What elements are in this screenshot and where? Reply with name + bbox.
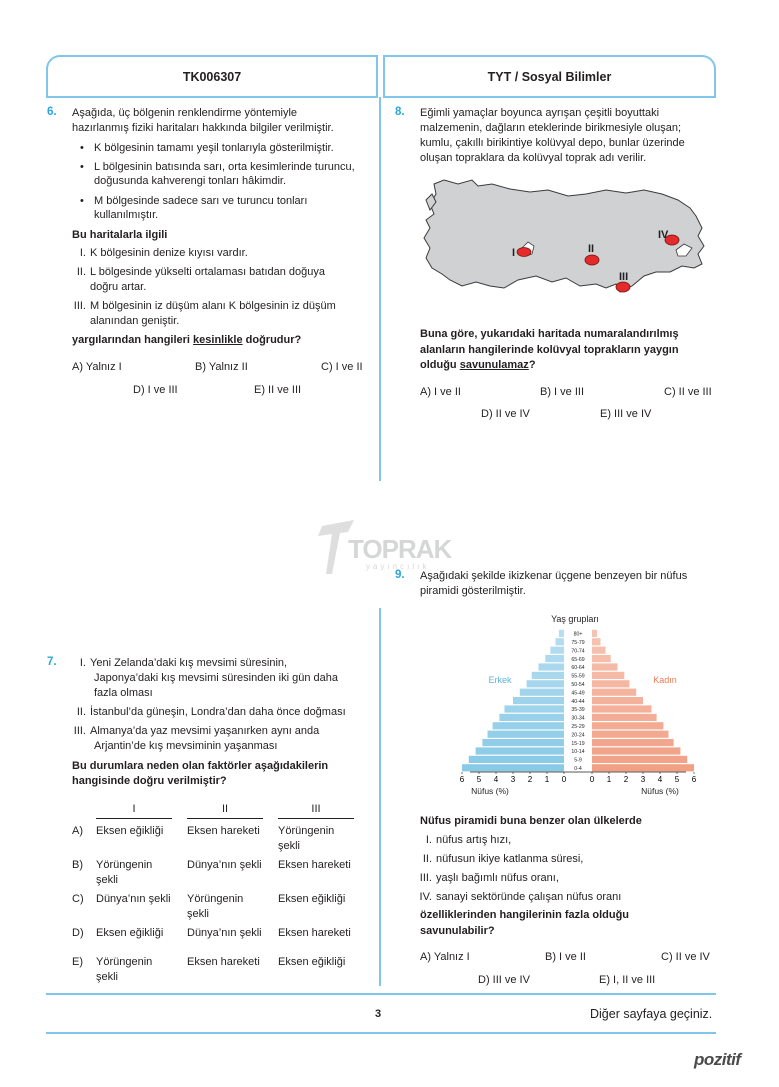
q6-statement: III. M bölgesinin iz düşüm alanı K bölgesinin iz düşüm [73,300,336,312]
x-tick-left: 6 [460,775,465,784]
table-cell: Dünya’nın şekli [187,859,262,871]
q9-text: piramidi gösterilmiştir. [420,585,526,597]
table-cell: Yörüngenin şekli [278,825,335,852]
q8-text: Eğimli yamaçlar boyunca ayrışan çeşitli boyuttaki [420,107,660,119]
chart-title: Yaş grupları [551,614,599,624]
age-group-label: 55-59 [571,673,585,680]
option-a[interactable]: A) I ve II [420,386,461,398]
q7-question: hangisinde doğru verilmiştir? [72,775,227,787]
table-col-header: II [221,803,229,815]
bar-erkek [482,739,564,746]
footer-rule-bottom [46,1032,716,1034]
x-tick-left: 2 [527,775,533,784]
table-header-rule [96,818,172,819]
option-d[interactable]: D) I ve III [133,384,178,396]
x-tick-left: 3 [510,775,516,784]
bar-erkek [476,747,564,754]
legend-kadin: Kadın [653,675,677,685]
bar-kadin [592,756,687,763]
map-label-ii: II [588,243,595,255]
bar-kadin [592,630,597,637]
bar-kadin [592,705,652,712]
watermark-sub: yayıncılık [366,562,430,571]
bar-erkek [550,647,564,654]
option-c[interactable]: C) [72,893,84,905]
q7-question: Bu durumlara neden olan faktörler aşağıdakilerin [72,760,329,772]
q8-question: olduğu savunulamaz? [420,359,536,371]
x-tick-left: 0 [561,775,567,784]
bar-kadin [592,680,629,687]
table-cell: Eksen eğikliği [96,927,164,939]
x-label-left: Nüfus (%) [471,786,509,796]
age-group-label: 0-4 [574,766,582,772]
bar-erkek [520,689,564,696]
legend-erkek: Erkek [488,675,512,685]
age-group-label: 25-29 [571,724,585,730]
q6-statement: II. L bölgesinde yükselti ortalaması batıdan doğuya [76,266,326,278]
bar-kadin [592,764,694,771]
header-divider-left [46,96,378,98]
bar-erkek [462,764,564,771]
page-number: 3 [375,1008,382,1020]
population-pyramid [460,610,700,800]
option-c[interactable]: C) II ve III [664,386,712,398]
bar-erkek [499,714,564,721]
option-e[interactable]: E) [72,956,83,968]
age-group-label: 45-49 [571,690,585,697]
x-tick-right: 4 [657,775,663,784]
q7-statement: III. Almanya’da yaz mevsimi yaşanırken aynı anda [73,725,320,737]
q8-question: alanların hangilerinde kolüvyal toprakların yaygın [420,344,679,356]
age-group-label: 10-14 [571,749,585,756]
table-cell: Yörüngenin şekli [187,893,244,920]
q7-statement-cont: Japonya’daki kış mevsimi süresinden iki gün daha [94,672,338,684]
x-tick-right: 0 [589,775,595,784]
x-tick-right: 6 [691,775,697,784]
option-d[interactable]: D) III ve IV [478,974,530,986]
q8-text: kumlu, çakıllı birikintiye kolüvyal depo, bunlar üzerinde [420,137,685,149]
next-page-note: Diğer sayfaya geçiniz. [590,1007,713,1021]
bar-erkek [559,630,564,637]
option-b[interactable]: B) Yalnız II [195,361,248,373]
q7-statement: I. Yeni Zelanda’daki kış mevsimi süresinin, [79,657,288,669]
turkey-map [420,176,710,301]
bar-kadin [592,739,674,746]
question-number: 8. [395,106,405,118]
q6-bullet-cont: doğusunda kahverengi tonları hâkimdir. [94,175,287,187]
x-tick-left: 1 [544,775,550,784]
q6-lead: Bu haritalarla ilgili [72,229,168,241]
option-c[interactable]: C) II ve IV [661,951,710,963]
bar-kadin [592,655,611,662]
option-b[interactable]: B) I ve II [545,951,586,963]
map-label-iv: IV [658,229,669,241]
table-header-rule [278,818,354,819]
q6-statement-cont: doğru artar. [90,281,147,293]
age-group-label: 75-79 [571,640,585,646]
option-e[interactable]: E) II ve III [254,384,302,396]
option-b[interactable]: B) I ve III [540,386,585,398]
option-a[interactable]: A) [72,825,83,837]
age-group-label: 50-54 [571,682,585,688]
q6-statement: I. K bölgesinin denize kıyısı vardır. [79,247,248,259]
column-divider-bottom [379,608,381,986]
table-cell: Eksen hareketi [278,859,351,871]
bar-erkek [488,731,565,738]
age-group-label: 60-64 [571,665,585,672]
table-cell: Dünya’nın şekli [96,893,171,905]
option-d[interactable]: D) II ve IV [481,408,530,420]
bar-kadin [592,689,636,696]
age-group-label: 5-9 [574,757,582,764]
option-e[interactable]: E) III ve IV [600,408,652,420]
age-group-label: 80+ [573,631,583,638]
q9-question: savunulabilir? [420,925,495,937]
q8-text: malzemenin, dağların eteklerinde birikmesiyle oluşan; [420,122,682,134]
q8-question: Buna göre, yukarıdaki haritada numaralandırılmış [420,328,679,340]
table-cell: Eksen eğikliği [96,825,164,837]
map-label-iii: III [619,271,629,283]
table-cell: Yörüngenin şekli [96,956,153,983]
age-group-label: 70-74 [571,648,585,655]
bar-erkek [527,680,564,687]
table-col-header: I [132,803,136,815]
x-tick-right: 3 [640,775,646,784]
x-tick-left: 5 [476,775,482,784]
bar-erkek [493,722,564,729]
table-cell: Eksen hareketi [278,927,351,939]
q6-bullet-cont: kullanılmıştır. [94,209,159,221]
q6-intro: hazırlanmış fiziki haritaları hakkında bilgiler verilmiştir. [72,122,334,134]
bar-kadin [592,714,657,721]
q7-statement-cont: Arjantin’de kış mevsiminin yaşanması [94,740,278,752]
q6-bullet: • L bölgesinin batısında sarı, orta kesimlerinde turuncu, [80,160,355,175]
age-group-label: 40-44 [571,698,585,705]
q7-statement-cont: fazla olması [94,687,153,699]
q9-statement: I. nüfus artış hızı, [425,834,512,846]
table-cell: Eksen hareketi [187,956,260,968]
q9-question: özelliklerinden hangilerinin fazla olduğu [420,909,630,921]
map-marker-iii [616,282,630,292]
brand-logo: pozitif [694,1050,741,1069]
question-number: 9. [395,569,405,581]
table-cell: Eksen eğikliği [278,893,346,905]
bar-erkek [513,697,564,704]
q9-text: Aşağıdaki şekilde ikizkenar üçgene benzeyen bir nüfus [420,570,688,582]
q6-question: yargılarından hangileri kesinlikle doğrudur? [72,334,302,346]
table-cell: Eksen eğikliği [278,956,346,968]
age-group-label: 35-39 [571,707,585,714]
q6-bullet: • M bölgesinde sadece sarı ve turuncu tonları [80,194,307,209]
x-tick-left: 4 [493,775,499,784]
x-tick-right: 2 [623,775,629,784]
x-tick-right: 5 [674,775,680,784]
map-marker-ii [585,255,599,265]
map-marker-i [517,248,531,257]
age-group-label: 30-34 [571,715,585,722]
q8-text: oluşan topraklara da kolüvyal toprak adı verilir. [420,152,647,164]
q9-statement: III. yaşlı bağımlı nüfus oranı, [419,872,559,884]
bar-kadin [592,672,624,679]
q6-intro: Aşağıda, üç bölgenin renklendirme yöntemiyle [72,107,298,119]
question-number: 6. [47,106,57,118]
column-divider-top [379,97,381,481]
table-header-rule [187,818,263,819]
q9-statement: II. nüfusun ikiye katlanma süresi, [422,853,584,865]
booklet-code: TK006307 [46,55,378,97]
option-e[interactable]: E) I, II ve III [599,974,656,986]
q6-statement-cont: alanından geniştir. [90,315,180,327]
bar-kadin [592,747,680,754]
map-label-i: I [512,247,516,259]
bar-kadin [592,663,618,670]
watermark-name: TOPRAK [348,534,452,564]
test-title: TYT / Sosyal Bilimler [383,55,716,97]
x-label-right: Nüfus (%) [641,786,679,796]
q9-question: Nüfus piramidi buna benzer olan ülkelerde [420,815,642,827]
x-tick-right: 1 [606,775,612,784]
bar-kadin [592,647,606,654]
bar-kadin [592,697,643,704]
age-group-label: 65-69 [571,656,585,663]
bar-kadin [592,638,601,645]
header-divider-right [383,96,716,98]
age-group-label: 20-24 [571,732,585,739]
age-group-label: 15-19 [571,740,585,747]
bar-erkek [556,638,565,645]
bar-erkek [469,756,564,763]
table-cell: Yörüngenin şekli [96,859,153,886]
table-cell: Eksen hareketi [187,825,260,837]
bar-kadin [592,722,663,729]
question-number: 7. [47,656,57,668]
bar-erkek [545,655,564,662]
bar-kadin [592,731,669,738]
option-a[interactable]: A) Yalnız I [420,951,470,963]
table-col-header: III [311,803,321,815]
option-c[interactable]: C) I ve II [321,361,363,373]
q6-bullet: • K bölgesinin tamamı yeşil tonlarıyla gösterilmiştir. [80,141,334,156]
option-d[interactable]: D) [72,927,84,939]
table-cell: Dünya’nın şekli [187,927,262,939]
option-b[interactable]: B) [72,859,83,871]
q7-statement: II. İstanbul’da güneşin, Londra’dan daha önce doğması [76,706,346,718]
bar-erkek [539,663,565,670]
bar-erkek [532,672,564,679]
bar-erkek [505,705,565,712]
footer-rule-top [46,993,716,995]
q9-statement: IV. sanayi sektöründe çalışan nüfus oranı [419,891,622,903]
option-a[interactable]: A) Yalnız I [72,361,122,373]
